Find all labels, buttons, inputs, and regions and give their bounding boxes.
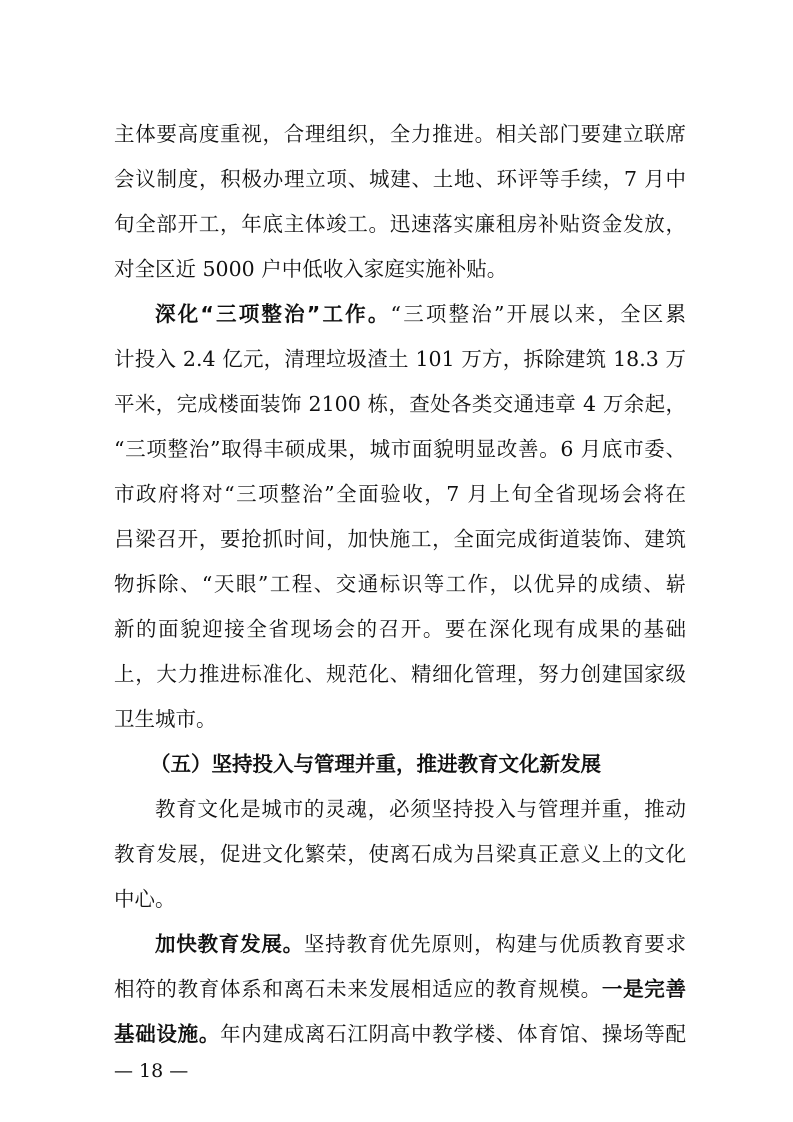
body-line: 卫生城市。 [114, 707, 217, 731]
body-line: 教育文化是城市的灵魂，必须坚持投入与管理并重，推动 [155, 797, 686, 821]
bold-lead: 基础设施。 [114, 1022, 221, 1046]
body-line: 对全区近 5000 户中低收入家庭实施补贴。 [114, 257, 508, 281]
body-line: 计投入 2.4 亿元，清理垃圾渣土 101 万方，拆除建筑 18.3 万 [114, 347, 686, 371]
body-line: 物拆除、“天眼”工程、交通标识等工作，以优异的成绩、崭 [114, 572, 686, 596]
bold-lead: 一是完善 [601, 977, 686, 1001]
body-line: 市政府将对“三项整治”全面验收，7 月上旬全省现场会将在 [114, 482, 686, 506]
body-line [114, 974, 686, 1004]
section-heading: （五）坚持投入与管理并重，推进教育文化新发展 [150, 752, 601, 776]
body-line [155, 929, 686, 959]
body-line: 会议制度，积极办理立项、城建、土地、环评等手续，7 月中 [114, 167, 686, 191]
body-text: 年内建成离石江阴高中教学楼、体育馆、操场等配 [220, 1022, 686, 1046]
body-line: 上，大力推进标准化、规范化、精细化管理，努力创建国家级 [114, 662, 686, 686]
body-line: 教育发展，促进文化繁荣，使离石成为吕梁真正意义上的文化 [114, 842, 686, 866]
body-line [155, 299, 686, 329]
page-number: — 18 — [114, 1060, 189, 1082]
bold-lead: 加快教育发展。 [155, 932, 304, 956]
body-line: 新的面貌迎接全省现场会的召开。要在深化现有成果的基础 [114, 617, 686, 641]
body-line: 中心。 [114, 887, 176, 911]
body-line: 主体要高度重视，合理组织，全力推进。相关部门要建立联席 [114, 122, 686, 146]
body-line [114, 1019, 686, 1049]
body-line: 平米，完成楼面装饰 2100 栋，查处各类交通违章 4 万余起， [114, 392, 686, 416]
body-text: 相符的教育体系和离石未来发展相适应的教育规模。 [114, 977, 602, 1001]
bold-lead: 深化“三项整治”工作。 [155, 302, 391, 326]
body-text: 坚持教育优先原则，构建与优质教育要求 [303, 932, 686, 956]
body-line: 旬全部开工，年底主体竣工。迅速落实廉租房补贴资金发放， [114, 212, 686, 236]
body-line: 吕梁召开，要抢抓时间，加快施工，全面完成街道装饰、建筑 [114, 527, 686, 551]
body-text: “三项整治”开展以来，全区累 [390, 302, 686, 326]
body-line: “三项整治”取得丰硕成果，城市面貌明显改善。6 月底市委、 [114, 437, 686, 461]
